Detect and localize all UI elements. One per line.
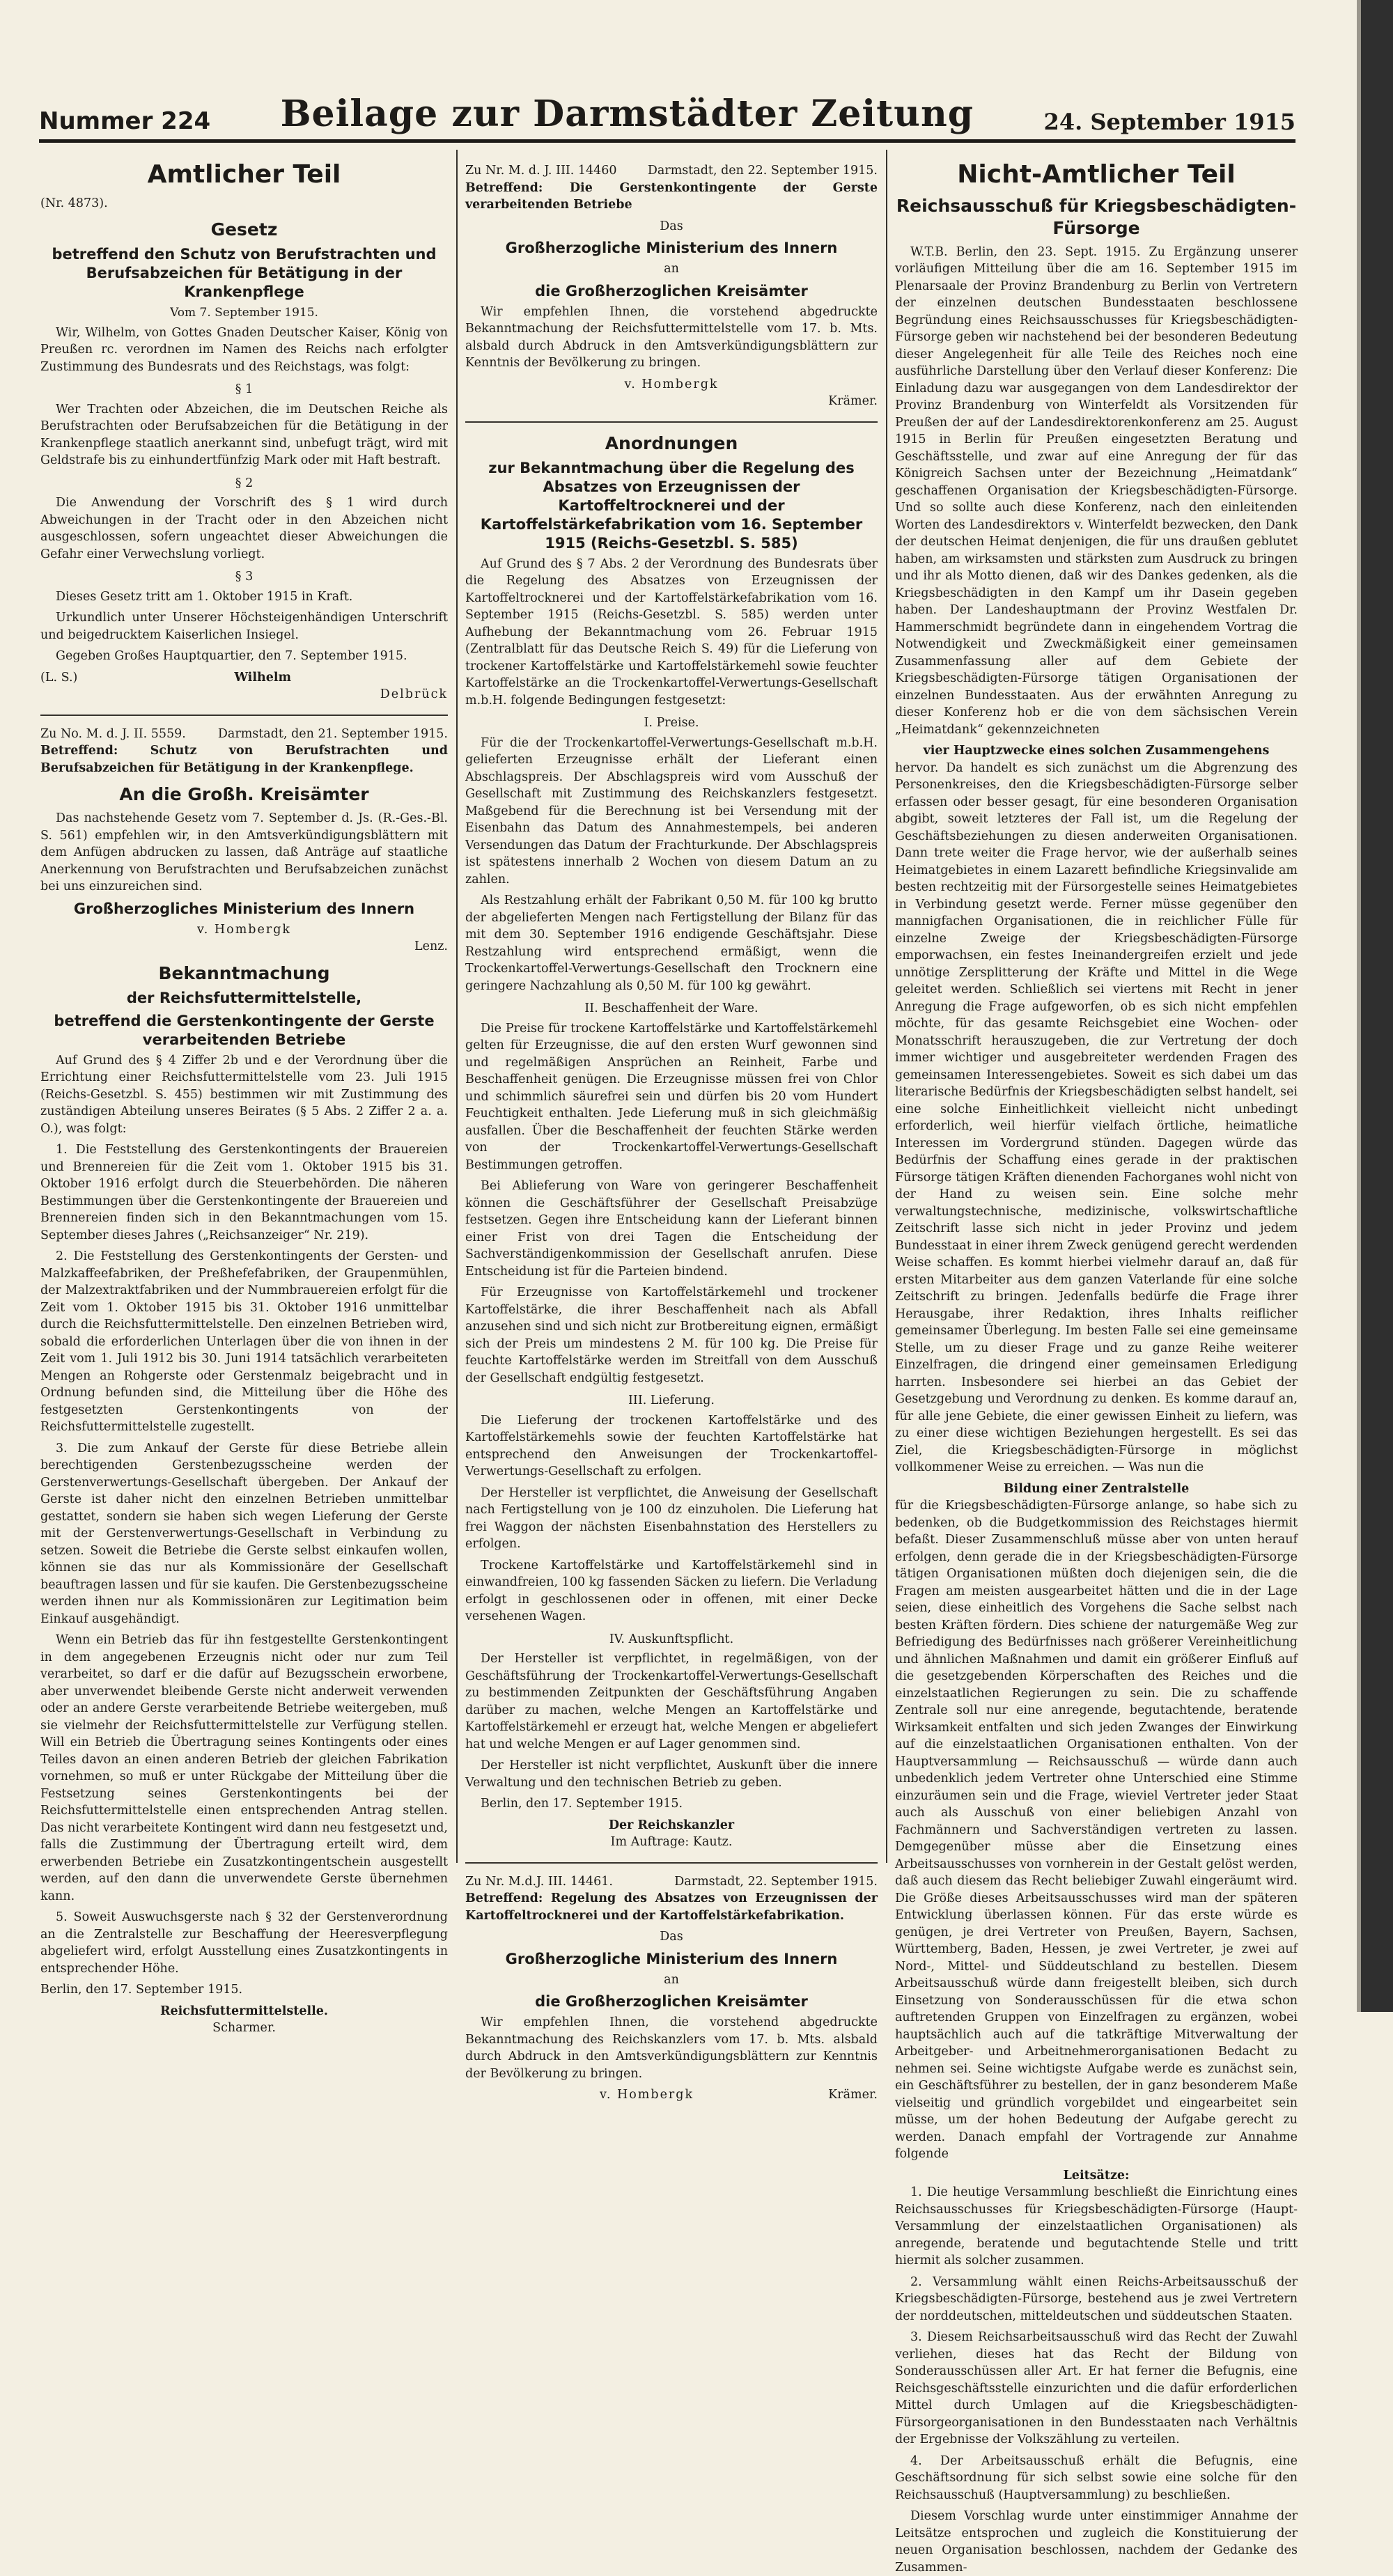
article-p4: Diesem Vorschlag wurde unter einstimmiger Annahme der Leitsätze entsprochen und zugleich die Konstituierung der neuen Organisation beschlossen, nachdem der Gedanke des Zusammen- xyxy=(895,2509,1298,2575)
kreisaemter-text: Das nachstehende Gesetz vom 7. September d. Js. (R.-Ges.-Bl. S. 561) empfehlen wir, in den Amtsverkündigungsblättern mit dem Anfügen abdrucken zu lassen, daß Anträge auf staatliche Anerkennung von Berufstrachten und Berufsabzeichen zunächst bei uns einzureichen sind. xyxy=(40,811,448,893)
leitsatz-2: 2. Versammlung wählt einen Reichs-Arbeitsausschuß der Kriegsbeschädigten-Fürsorge, bestehend aus je zwei Vertretern der norddeutschen, mitteldeutschen und süddeutschen Staaten. xyxy=(895,2274,1298,2323)
column-left xyxy=(40,157,448,2035)
signer-emperor: Wilhelm xyxy=(234,670,291,685)
law-title: Gesetz xyxy=(210,219,278,240)
paragraph-3-text: Dieses Gesetz tritt am 1. Oktober 1915 in Kraft. xyxy=(56,589,353,604)
kreisaemter-heading: An die Großh. Kreisämter xyxy=(119,784,369,804)
delivery-p2: Der Hersteller ist verpflichtet, die Anweisung der Gesellschaft nach Fertigstellung von je 100 dz einzuholen. Die Lieferung hat frei Waggon der nächsten Eisenbahnstation des Herstellers zu erfolgen. xyxy=(465,1485,878,1551)
page-edge-gray xyxy=(1357,0,1361,2012)
minister-name: v. Hombergk xyxy=(196,922,292,937)
separator xyxy=(40,715,448,716)
law-subtitle: betreffend den Schutz von Berufstrachten und Berufsabzeichen für Betätigung in der Krankenpflege xyxy=(52,246,437,300)
sign-row-2 xyxy=(465,2086,878,2104)
bekanntmachung-p5: Wenn ein Betrieb das für ihn festgestellte Gerstenkontingent in dem angegebenen Erzeugnis nicht oder nur zum Teil verarbeitet, so darf er die dafür auf Bezugsschein erworbene, aber unverwendet bleibende Gerste nicht anderweit verwenden oder an andere Gerste verarbeitende Betriebe weitergeben, muß sie vielmehr der Reichsfuttermittelstelle zur Verfügung stellen. Will ein Betrieb die Übertragung seines Kontingents oder eines Teiles davon an einen anderen Betrieb der gleichen Fabrikation vornehmen, so muß er unter Rückgabe der Mitteilung über die Festsetzung seines Gerstenkontingents bei der Reichsfuttermittelstelle einen entsprechenden Antrag stellen. Das nicht verarbeitete Kontingent wird dann neu festgesetzt und, falls die Zustimmung der Übertragung erteilt wird, dem erwerbenden Betriebe ein Zusatzkontingentschein ausgestellt werden, auf den dann die unverwendete Gerste übernehmen kann. xyxy=(40,1633,448,1903)
ministry-2: Großherzogliche Ministerium des Innern xyxy=(505,1950,838,1967)
kreisaemter-1: die Großherzoglichen Kreisämter xyxy=(535,282,808,299)
recommendation-2: Wir empfehlen Ihnen, die vorstehend abgedruckte Bekanntmachung des Reichskanzlers vom 17. b. Mts. alsbald durch Abdruck in den Amtsverkündigungsblättern zur Kenntnis der Bevölkerung zu bringen. xyxy=(465,2015,878,2081)
article-p1: W.T.B. Berlin, den 23. Sept. 1915. Zu Ergänzung unserer vorläufigen Mitteilung über die am 16. September 1915 im Plenarsaale der Provinz Brandenburg zu Berlin von Vertretern der einzelnen deutschen Bundesstaaten beschlossene Begründung eines Reichsausschusses für Kriegsbeschädigten-Fürsorge geben wir nachstehend bei der besonderen Bedeutung dieser Angelegenheit für alle Teile des Reiches noch eine ausführliche Darstellung über den Verlauf dieser Konferenz: Die Einladung dazu war ausgegangen von dem Landesdirektor der Provinz Brandenburg von Winterfeldt als Vorsitzenden für Preußen der auf der Landesdirektorenkonferenz am 25. August 1915 in Berlin für Preußen eingesetzten Beratung und Geschäftsstelle, und zwar auf eine Anregung der für das Königreich Sachsen unter der Bezeichnung „Heimatdank“ geschaffenen Organisation der Kriegsbeschädigten-Fürsorge. Und so sollte auch diese Konferenz, nach den einleitenden Worten des Landesdirektors v. Winterfeldt bezwecken, den Dank der deutschen Heimat denjenigen, die für uns draußen geblutet haben, am wirksamsten und stärksten zum Ausdruck zu bringen und ihr als Motto dienen, daß wir des Dankes gedenken, als die Kriegsbeschädigten in den Kampf um ihr Dasein gegeben haben. Der Landeshauptmann der Provinz Westfalen Dr. Hammerschmidt begründete dann in eingehendem Vortrag die Notwendigkeit und Zweckmäßigkeit einer gemeinsamen Zusammenfassung aller auf dem Gebiete der Kriegsbeschädigten-Fürsorge tätigen Organisationen der einzelnen Bundesstaaten. Aus der erwähnten Anregung zu dieser Konferenz hob er die von dem sächsischen Verein „Heimatdank“ gekennzeichneten xyxy=(895,244,1298,737)
ref1-subject: Betreffend: Die Gerstenkontingente der Gerste verarbeitenden Betriebe xyxy=(465,180,878,212)
quality-p3: Für Erzeugnisse von Kartoffelstärkemehl und trockener Kartoffelstärke, die ihrer Beschaffenheit nach als Abfall anzusehen sind und sich nicht zur Brotbereitung eignen, ermäßigt sich der Preis um mindestens 2 M. für 100 kg. Die Preise für feuchte Kartoffelstärke werden im Streitfall von dem Ausschuß der Gesellschaft endgültig festgesetzt. xyxy=(465,1286,878,1385)
quality-p1: Die Preise für trockene Kartoffelstärke und Kartoffelstärkemehl gelten für Erzeugnisse, die auf den ersten Wurf gewonnen sind und regelmäßigen Ansprüchen an Reinheit, Farbe und Beschaffenheit genügen. Die Erzeugnisse müssen frei von Chlor und schimmlich säurefrei sein und dürfen bis 20 vom Hundert Feuchtigkeit enthalten. Jede Lieferung muß in sich gleichmäßig ausfallen. Über die Beschaffenheit der feuchten Stärke werden von der Trockenkartoffel-Verwertungs-Gesellschaft Bestimmungen getroffen. xyxy=(465,1021,878,1172)
ref2-row xyxy=(465,1873,878,1891)
sign-hombergk-2: v. Hombergk xyxy=(600,2088,694,2102)
paragraph-1-mark: § 1 xyxy=(235,382,254,396)
ref1-row xyxy=(465,162,878,180)
ref2-row xyxy=(40,726,448,743)
an-1: an xyxy=(664,262,679,276)
ref2-date: Darmstadt, den 21. September 1915. xyxy=(217,726,448,741)
leitsatz-4: 4. Der Arbeitsausschuß erhält die Befugnis, eine Geschäftsordnung für sich selbst sowie eine solche für den Reichsausschuß (Hauptversammlung) zu beschließen. xyxy=(895,2453,1298,2502)
paragraph-3-mark: § 3 xyxy=(235,570,254,584)
an-2: an xyxy=(664,1972,679,1987)
bekanntmachung-sub2: betreffend die Gerstenkontingente der Gerste verarbeitenden Betriebe xyxy=(54,1012,435,1048)
section-title-nonofficial: Nicht-Amtlicher Teil xyxy=(957,160,1236,189)
law-reference: (Nr. 4873). xyxy=(40,196,108,210)
reichskanzler-sign-2: Im Auftrage: Kautz. xyxy=(610,1835,733,1849)
law-signature-row xyxy=(40,669,448,687)
bekanntmachung-date: Berlin, den 17. September 1915. xyxy=(40,1983,243,1997)
minister-name-2: Lenz. xyxy=(414,939,448,953)
law-closing-2: Gegeben Großes Hauptquartier, den 7. September 1915. xyxy=(56,649,407,663)
subheading-hauptzwecke: vier Hauptzwecke eines solchen Zusammengehens xyxy=(923,744,1270,758)
article-p3: für die Kriegsbeschädigten-Fürsorge anlange, so habe sich zu bedenken, ob die Budgetkommission des Reichstages hiermit befaßt. Dieser Zusammenschluß müsse aber von unten herauf erfolgen, denn gerade die in der Kriegsbeschädigten-Fürsorge tätigen Organisationen müßten doch diejenigen sein, die die Fragen am meisten ausgearbeitet hätten und die in der Lage seien, diese einheitlich des Vorgehens die Sache selbst nach besten Kräften fördern. Dies schiene der naturgemäße Weg zur Befriedigung des Bedürfnisses nach größerer Vereinheitlichung und ähnlichen Maßnahmen und damit ein größerer Einfluß auf die gesetzgebenden Körperschaften des Reiches und die einzelstaatlichen Regierungen zu sein. Die zu schaffende Zentrale soll nur eine anregende, begutachtende, beratende Wirksamkeit entfalten und sich jeden Zwanges der Einwirkung auf die einzelstaatlichen Organisationen enthalten. Von der Hauptversammlung — Reichsausschuß — würde dann auch unbedenklich jedem Vertreter ohne Unterschied eine Stimme einzuräumen sein und die Frage, wieviel Vertreter jeder Staat auch als Ausschuß von einer beliebigen Anzahl von Fachmännern und Sachverständigen vertreten zu lassen. Demgegenüber müsse aber die Einsetzung eines Arbeitsausschusses von vornherein in der Gestalt gelöst werden, daß auch diesem das Recht beliebiger Zuwahl eingeräumt wird. Die Größe dieses Arbeitsausschusses wird man der späteren Entwicklung überlassen können. Für das erste würde es genügen, je drei Vertreter von Preußen, Bayern, Sachsen, Württemberg, Baden, Hessen, je zwei Vertreter, je zwei auf Nord-, Mittel- und Süddeutschland zu bestellen. Diesem Arbeitsausschuß würde dann freigestellt bleiben, sich durch Einsetzung von Sonderausschüssen für die etwa schon auftretenden Gruppen von Einzelfragen zu ergänzen, wobei hauptsächlich auch auf die tatkräftige Mitverwaltung der Arbeitgeber- und Arbeitnehmerorganisationen Bedacht zu nehmen sei. Seine wichtigste Aufgabe werde es zunächst sein, ein Geschäftsführer zu bestellen, der in ganz besonderem Maße vielseitig und gründlich vorgebildet und eingearbeitet sein müsse, um der hohen Bedeutung der Aufgabe gerecht zu werden. Danach empfahl der Vortragende zur Annahme folgende xyxy=(895,1499,1298,2161)
section-information: IV. Auskunftspflicht. xyxy=(609,1632,734,1646)
bekanntmachung-p4: 3. Die zum Ankauf der Gerste für diese Betriebe allein berechtigenden Gerstenbezugsscheine werden der Gerstenverwertungs-Gesellschaft übergeben. Der Ankauf der Gerste ist daher nicht den einzelnen Betrieben unmittelbar gestattet, sondern sie haben sich wegen Lieferung der Gerste mit der Gerstenverwertungs-Gesellschaft in Verbindung zu setzen. Soweit die Betriebe die Gerste selbst einkaufen wollen, können sie das nur als Kommissionäre der Gesellschaft beauftragen lassen und für sie kaufen. Die Gerstenbezugsscheine werden ihnen nur als Kommissionären zur Legitimation beim Einkauf ausgehändigt. xyxy=(40,1441,448,1626)
section-title-official: Amtlicher Teil xyxy=(147,160,341,189)
ref2-number: Zu No. M. d. J. II. 5559. xyxy=(40,726,186,741)
separator xyxy=(465,1862,878,1864)
leitsatz-1: 1. Die heutige Versammlung beschließt die Einrichtung eines Reichsausschusses für Kriegsbeschädigten-Fürsorge (Haupt-Versammlung der einzelstaatlichen Organisationen) als anregende, beratende und begutachtende Stelle und tritt hiermit als solcher zusammen. xyxy=(895,2185,1298,2267)
subheading-zentralstelle: Bildung einer Zentralstelle xyxy=(1003,1481,1190,1496)
bekanntmachung-p6: 5. Soweit Auswuchsgerste nach § 32 der Gerstenverordnung an die Zentralstelle zur Beschaffung der Heeresverpflegung abgeliefert wird, erfolgt Ausstellung eines Zusatzkontingents in entsprechender Höhe. xyxy=(40,1910,448,1976)
page-edge-dark xyxy=(1361,0,1393,2012)
prices-p1: Für die der Trockenkartoffel-Verwertungs-Gesellschaft m.b.H. gelieferten Erzeugnisse erhält der Lieferant einen Abschlagspreis. Der Abschlagspreis wird vom Ausschuß der Gesellschaft mit Zustimmung des Reichskanzlers festgesetzt. Maßgebend für die Berechnung ist bei Versendung mit der Eisenbahn das Datum des Annahmestempels, bei anderen Versendungen das Datum der Frachturkunde. Der Abschlagspreis ist spätestens innerhalb 2 Wochen von diesem Datum an zu zahlen. xyxy=(465,735,878,887)
information-p1: Der Hersteller ist verpflichtet, in regelmäßigen, von der Geschäftsführung der Trockenkartoffel-Verwertungs-Gesellschaft zu bestimmenden Zeitpunkten der Geschäftsführung Angaben darüber zu machen, welche Mengen an Kartoffelstärke und Kartoffelstärkemehl er erzeugt hat, welche Mengen er abgeliefert hat und welche Mengen er auf Lager genommen sind. xyxy=(465,1652,878,1751)
paragraph-2-mark: § 2 xyxy=(235,476,254,490)
subheading-leitsaetze: Leitsätze: xyxy=(1063,2168,1130,2183)
column-middle xyxy=(465,157,878,2102)
quality-p2: Bei Ablieferung von Ware von geringerer Beschaffenheit können die Geschäftsführer der Gesellschaft Preisabzüge festsetzen. Gegen ihre Entscheidung kann der Lieferant binnen einer Frist von drei Tagen die Entscheidung der Sachverständigenkommission der Gesellschaft anrufen. Diese Entscheidung ist für die Parteien bindend. xyxy=(465,1179,878,1279)
leitsatz-3: 3. Diesem Reichsarbeitsausschuß wird das Recht der Zuwahl verliehen, dieses hat das Recht der Bildung von Sonderausschüssen aller Art. Er hat ferner die Befugnis, eine Reichsgeschäftsstelle einzurichten und die dafür erforderlichen Mittel durch Umlagen auf die Kriegsbeschädigten-Fürsorgeorganisationen in den Bundesstaaten nach Verhältnis der Ergebnisse der Volkszählung zu verteilen. xyxy=(895,2330,1298,2446)
ref2-number: Zu Nr. M.d.J. III. 14461. xyxy=(465,1874,613,1889)
ministry-name: Großherzogliches Ministerium des Innern xyxy=(73,900,415,917)
law-date: Vom 7. September 1915. xyxy=(170,306,318,320)
das-1: Das xyxy=(660,219,683,233)
kreisaemter-2: die Großherzoglichen Kreisämter xyxy=(535,1993,808,2010)
bekanntmachung-sign1: Reichsfuttermittelstelle. xyxy=(159,2004,329,2018)
anordnungen-title: Anordnungen xyxy=(605,432,738,453)
ref1-number: Zu Nr. M. d. J. III. 14460 xyxy=(465,164,617,178)
newspaper-title: Beilage zur Darmstädter Zeitung xyxy=(280,93,974,135)
column-rule-2 xyxy=(886,150,887,1863)
masthead-rule xyxy=(39,139,1295,143)
anordnungen-p1: Auf Grund des § 7 Abs. 2 der Verordnung des Bundesrats über die Regelung des Absatzes von Erzeugnissen der Kartoffeltrocknerei und der Kartoffelstärkefabrikation vom 16. September 1915 (Reichs-Gesetzbl. S. 585) werden unter Aufhebung der Bekanntmachung vom 26. Februar 1915 (Zentralblatt für das Deutsche Reich S. 49) für die Lieferung von trockener Kartoffelstärke und Kartoffelstärkemehl sowie feuchter Kartoffelstärke an die Trockenkartoffel-Verwertungs-Gesellschaft m.b.H. folgende Bedingungen festgesetzt: xyxy=(465,556,878,708)
delivery-p3: Trockene Kartoffelstärke und Kartoffelstärkemehl sind in einwandfreien, 100 kg fassenden Säcken zu liefern. Die Verladung erfolgt in geschlossenen oder in offenen, mit einer Decke versehenen Wagen. xyxy=(465,1558,878,1623)
article-p2: hervor. Da handelt es sich zunächst um die Abgrenzung des Personenkreises, den die Kriegsbeschädigten-Fürsorge selber erfassen oder besser gesagt, für eine besonderen Organisation abgibt, soweit letzteres der Fall ist, um die Regelung der Geschäftsbeziehungen zu diesen anderweiten Organisationen. Dann trete weiter die Frage hervor, wie der außerhalb seines Heimatgebietes in einem Lazarett befindliche Kriegsinvalide am besten rechtzeitig mit der Fürsorgestelle seines Heimatgebietes in Verbindung gesetzt werde. Ferner müsse gegenüber den mannigfachen Organisationen, die in reichlicher Fülle für einzelne Zweige der Kriegsbeschädigten-Fürsorge emporwachsen, ein festes Ineinandergreifen erzielt und jede unnötige Zersplitterung der Kräfte und Mittel in die Wege geleitet werden. Schließlich sei viertens mit Recht in jener Anregung die Frage aufgeworfen, ob es sich nicht empfehlen möchte, für das gesamte Reichsgebiet eine Wochen- oder Monatsschrift herauszugeben, die zur Vertretung der doch immer wichtiger und ausgebreiteter werdenden Fragen des gemeinsamen Interessengebietes. Soweit es sich dabei um das literarische Bedürfnis der Kriegsbeschädigten selbst handelt, sei eine solche Einheitlichkeit vielleicht nicht unbedingt erforderlich, weil hierfür vielfach örtliche, heimatliche Interessen im Vordergrund stünden. Dagegen würde das Bedürfnis der Schaffung eines gerade in der praktischen Fürsorge tätigen Kräften dienenden Fachorganes wohl nicht von der Hand zu weisen sein. Eine solche mehr verwaltungstechnische, medizinische, volkswirtschaftliche Zeitschrift lasse sich nicht in jeder Provinz und jedem Bundesstaat in einer ihrem Zweck genügend gerecht werdenden Weise schaffen. Es kommt hierbei vielmehr darauf an, daß für ersten Mitarbeiter aus dem ganzen Vaterlande für eine solche Zeitschrift zu bringen. Jedenfalls bedürfe die Frage ihrer Herausgabe, ihrer Redaktion, ihres Inhalts reiflicher gemeinsamer Überlegung. Im besten Falle sei eine gemeinsame Stelle, um zu dieser Frage und zu ganze Reihe weiterer Einzelfragen, die dringend einer gemeinsamen Erledigung harrten. Insbesondere sei hierbei an das Gebiet der Gesetzgebung und Verordnung zu denken. Es komme darauf an, für alle jene Gebiete, die einer gewissen Einheit zu liefern, was zu einer diese wichtigen Beziehungen hergestellt. Es sei das Ziel, die Kriegsbeschädigten-Fürsorge in möglichst vollkommener Weise zu erreichen. — Was nun die xyxy=(895,760,1298,1474)
information-p2: Der Hersteller ist nicht verpflichtet, Auskunft über die innere Verwaltung und den technischen Betrieb zu geben. xyxy=(465,1758,878,1790)
law-closing-1: Urkundlich unter Unserer Höchsteigenhändigen Unterschrift und beigedrucktem Kaiserlichen Insiegel. xyxy=(40,611,448,642)
sign-kraemer-2: Krämer. xyxy=(828,2088,878,2102)
prices-p2: Als Restzahlung erhält der Fabrikant 0,50 M. für 100 kg brutto der abgelieferten Mengen nach Fertigstellung der Bilanz für das mit dem 30. September 1916 endigende Geschäftsjahr. Diese Restzahlung wird entsprechend ermäßigt, wenn die Trockenkartoffel-Verwertungs-Gesellschaft den Trocknern eine geringere Nachzahlung als 0,50 M. für 100 kg gewährt. xyxy=(465,893,878,993)
bekanntmachung-p2: 1. Die Feststellung des Gerstenkontingents der Brauereien und Brennereien für die Zeit vom 1. Oktober 1915 bis 31. Oktober 1916 erfolgt durch die Steuerbehörden. Die näheren Bestimmungen über die Gerstenkontingente der Brauereien und Brennereien finden sich in den Bekanntmachungen vom 15. September dieses Jahres („Reichsanzeiger“ Nr. 219). xyxy=(40,1143,448,1242)
section-quality: II. Beschaffenheit der Ware. xyxy=(584,1001,758,1015)
ref2-date: Darmstadt, 22. September 1915. xyxy=(674,1874,878,1889)
paragraph-2-text: Die Anwendung der Vorschrift des § 1 wird durch Abweichungen in der Tracht oder in den Abzeichen nicht ausgeschlossen, sofern ungeachtet dieser Abweichungen die Gefahr einer Verwechslung vorliegt. xyxy=(40,496,448,561)
bekanntmachung-sign2: Scharmer. xyxy=(212,2021,276,2035)
ref1-date: Darmstadt, den 22. September 1915. xyxy=(647,164,878,178)
reichskanzler-sign: Der Reichskanzler xyxy=(608,1818,735,1832)
recommendation-1: Wir empfehlen Ihnen, die vorstehend abgedruckte Bekanntmachung der Reichsfuttermittelstelle vom 17. b. Mts. alsbald durch Abdruck in den Amtsverkündigungsblättern zur Kenntnis der Bevölkerung zu bringen. xyxy=(465,304,878,370)
seal: (L. S.) xyxy=(40,670,78,685)
bekanntmachung-title: Bekanntmachung xyxy=(158,962,330,983)
das-2: Das xyxy=(660,1930,683,1944)
sign-kraemer-1: Krämer. xyxy=(828,394,878,408)
paragraph-1-text: Wer Trachten oder Abzeichen, die im Deutschen Reiche als Berufstrachten oder Berufsabzeichen für die Betätigung in der Krankenpflege staatlich anerkannt sind, unbefugt trägt, wird mit Geldstrafe bis zu einhundertfünfzig Mark oder mit Haft bestraft. xyxy=(40,402,448,467)
law-intro: Wir, Wilhelm, von Gottes Gnaden Deutscher Kaiser, König von Preußen rc. verordnen im Namen des Reichs nach erfolgter Zustimmung des Bundesrats und des Reichstags, was folgt: xyxy=(40,325,448,374)
bekanntmachung-p1: Auf Grund des § 4 Ziffer 2b und e der Verordnung über die Errichtung einer Reichsfuttermittelstelle vom 23. Juli 1915 (Reichs-Gesetzbl. S. 455) bestimmen wir mit Zustimmung des zuständigen Abteilung unseres Beirates (§ 5 Abs. 2 Ziffer 2 a. a. O.), was folgt: xyxy=(40,1053,448,1136)
issue-number: Nummer 224 xyxy=(39,107,211,135)
section-prices: I. Preise. xyxy=(644,716,699,730)
bekanntmachung-sub1: der Reichsfuttermittelstelle, xyxy=(126,989,362,1006)
anordnungen-subtitle: zur Bekanntmachung über die Regelung des Absatzes von Erzeugnissen der Kartoffeltrocknerei und der Kartoffelstärkefabrikation vom 16. September 1915 (Reichs-Gesetzbl. S. 585) xyxy=(480,459,863,552)
masthead xyxy=(39,93,1295,135)
signer-delbrueck: Delbrück xyxy=(380,687,448,701)
column-rule-1 xyxy=(456,150,458,1863)
anordnungen-date: Berlin, den 17. September 1915. xyxy=(481,1797,683,1811)
section-delivery: III. Lieferung. xyxy=(628,1394,715,1407)
separator xyxy=(465,421,878,423)
issue-date: 24. September 1915 xyxy=(1043,109,1295,135)
ministry-1: Großherzogliche Ministerium des Innern xyxy=(505,240,838,256)
ref2-subject: Betreffend: Schutz von Berufstrachten und Berufsabzeichen für Betätigung in der Krankenpflege. xyxy=(40,744,448,775)
bekanntmachung-p3: 2. Die Feststellung des Gerstenkontingents der Gersten- und Malzkaffeefabriken, der Preßhefefabriken, der Graupenmühlen, der Malzextraktfabriken und der Nummbrauereien erfolgt für die Zeit vom 1. Oktober 1915 bis 31. Oktober 1916 unmittelbar durch die Reichsfuttermittelstelle. Den einzelnen Betrieben wird, sobald die erforderlichen Unterlagen über die von ihnen in der Zeit vom 1. Juli 1912 bis 30. Juni 1914 tatsächlich verarbeiteten Mengen an Rohgerste oder Gerstenmalz beigebracht und in Ordnung befunden sind, die Mitteilung über die Höhe des festgesetzten Gerstenkontingents von der Reichsfuttermittelstelle zugestellt. xyxy=(40,1249,448,1434)
ref2-subject: Betreffend: Regelung des Absatzes von Erzeugnissen der Kartoffeltrocknerei und der Kartoffelstärkefabrikation. xyxy=(465,1891,878,1923)
article-heading: Reichsausschuß für Kriegsbeschädigten-Fürsorge xyxy=(896,195,1297,238)
sign-hombergk-1: v. Hombergk xyxy=(624,377,719,391)
delivery-p1: Die Lieferung der trockenen Kartoffelstärke und des Kartoffelstärkemehls sowie der feuchten Kartoffelstärke hat entsprechend den Anweisungen der Trockenkartoffel-Verwertungs-Gesellschaft zu erfolgen. xyxy=(465,1413,878,1478)
column-right xyxy=(895,157,1298,2575)
